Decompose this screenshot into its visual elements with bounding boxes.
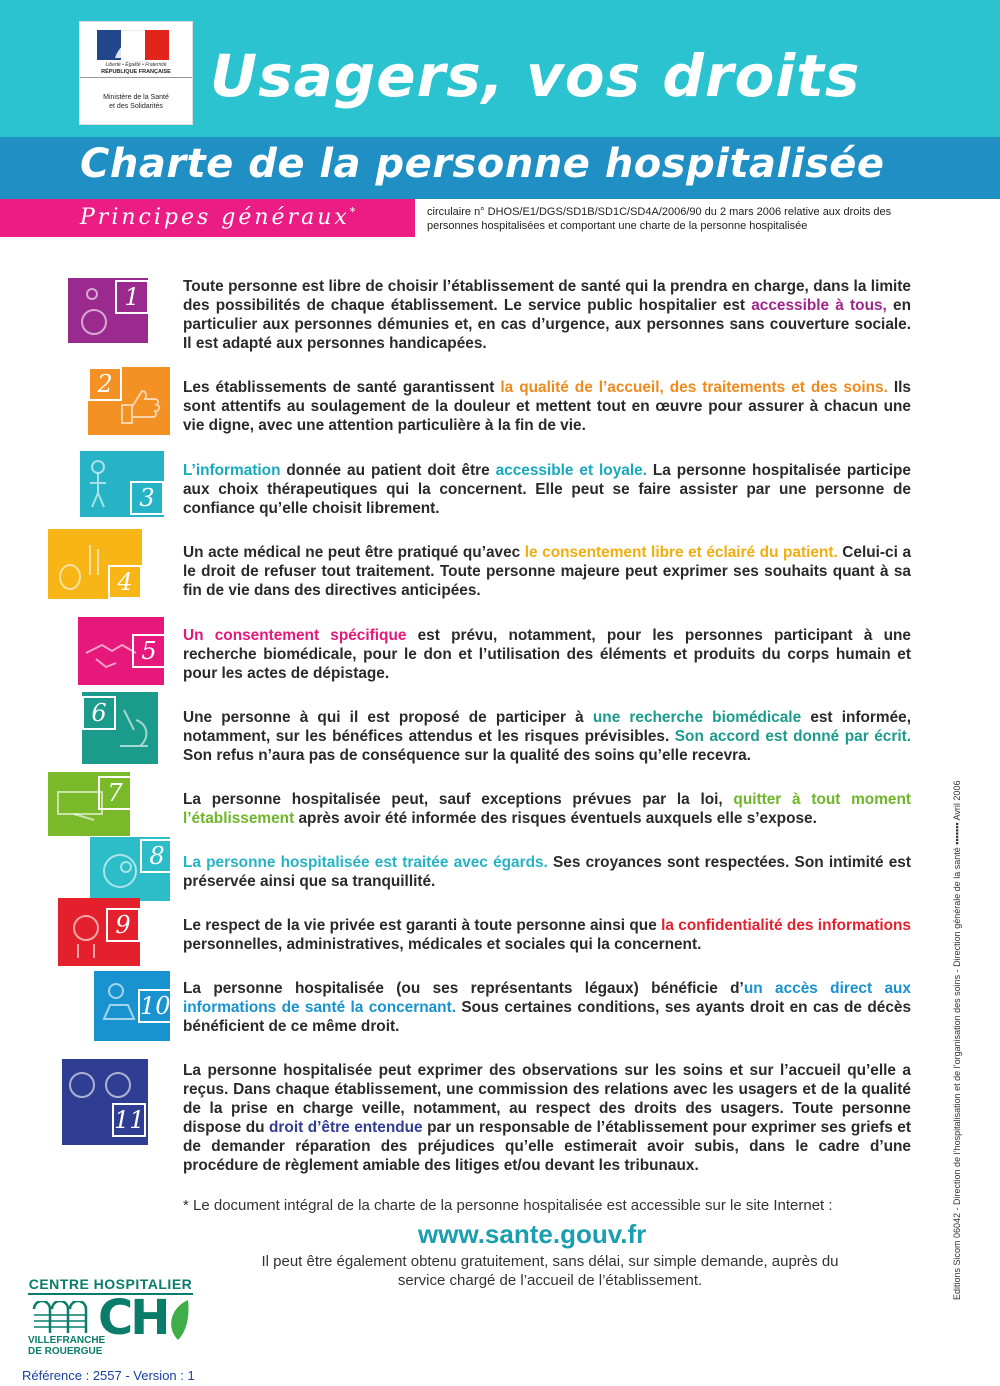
article-10-text xyxy=(183,979,911,1036)
body-text: Ils sont attentifs au soulagement de la douleur et mettent tout en œuvre pour assurer à chacun une vie digne, avec une attention particulière à la fin de vie. xyxy=(183,379,911,434)
article-1-text xyxy=(183,277,911,353)
body-text: Une personne à qui il est proposé de participer à xyxy=(183,709,593,726)
article-5-text xyxy=(183,626,911,683)
handshake-icon xyxy=(82,629,138,675)
highlight-text: droit d’être entendue xyxy=(269,1119,423,1136)
principles-heading xyxy=(80,205,355,230)
reference-label: Référence : 2557 - Version : 1 xyxy=(22,1368,195,1383)
tile-number: 8 xyxy=(140,839,174,873)
article-9-text xyxy=(183,916,911,954)
body-text: Toute personne est libre de choisir l’établissement de santé qui la prendra en charge, dans la limite des possibilités de chaque établissement. Le service public hospitalier est xyxy=(183,278,911,314)
whisper-face-icon xyxy=(64,908,112,962)
obtain-note: Il peut être également obtenu gratuitement, sans délai, sur simple demande, auprès du service chargé de l’accueil de l’établissement. xyxy=(261,1253,839,1289)
body-text: après avoir été informée des risques éventuels auxquels elle s’expose. xyxy=(294,810,817,827)
body-text: personnelles, administratives, médicales et sociales qui la concernent. xyxy=(183,936,702,953)
ministry-line2: et des Solidarités xyxy=(109,103,163,110)
tile-2 xyxy=(88,367,170,435)
article-11-text xyxy=(183,1061,911,1175)
highlight-text: La personne hospitalisée est traitée avec égards. xyxy=(183,854,548,871)
body-text: Le respect de la vie privée est garanti à toute personne ainsi que xyxy=(183,917,662,934)
highlight-text: la confidentialité des informations xyxy=(661,917,911,934)
body-text: Celui-ci a le droit de refuser tout traitement. Toute personne majeure peut exprimer ses souhaits quant à sa fin de vie dans des directives anticipées. xyxy=(183,544,912,599)
tile-8 xyxy=(90,837,170,901)
tile-number: 10 xyxy=(138,989,172,1023)
article-6-text xyxy=(183,708,911,765)
tile-number: 2 xyxy=(88,367,122,401)
highlight-text: accessible et loyale. xyxy=(495,462,647,479)
article-8-text xyxy=(183,853,911,891)
highlight-text: la qualité de l’accueil, des traitements et des soins. xyxy=(500,379,888,396)
article-7-text xyxy=(183,790,911,828)
motto: Liberté • Égalité • Fraternité xyxy=(105,62,167,68)
highlight-text: un accès direct aux informations de santé la concernant. xyxy=(183,980,911,1016)
page-title: Usagers, vos droits xyxy=(210,42,861,110)
hospital-city2: DE ROUERGUE xyxy=(28,1346,103,1357)
body-text: La personne hospitalisée (ou ses représentants légaux) bénéficie d’ xyxy=(183,980,744,997)
tile-number: 4 xyxy=(108,565,142,599)
hand-signal-icon xyxy=(54,537,114,593)
body-text: par un responsable de l’établissement pour exprimer ses griefs et de demander réparation des préjudices qu’elle estimerait avoir subis, dans le cadre d’une procédure de règlement amiable des litiges et/ou devant les tribunaux. xyxy=(183,1119,911,1174)
article-3-text xyxy=(183,461,911,518)
tile-11 xyxy=(62,1059,148,1145)
body-text: La personne hospitalisée peut exprimer des observations sur les soins et sur l’accueil qu’elle a reçus. Dans chaque établissement, une commission des relations avec les usagers et de la qualité de la prise en charge veille, notamment, au respect des droits des usagers. Toute personne dispose du xyxy=(183,1062,911,1136)
tile-number: 11 xyxy=(112,1103,146,1137)
hospital-city1: VILLEFRANCHE xyxy=(28,1335,106,1346)
tile-number: 6 xyxy=(82,696,116,730)
circulaire-reference: circulaire n° DHOS/E1/DGS/SD1B/SD1C/SD4A/2006/90 du 2 mars 2006 relative aux droits des personnes hospitalisées et comportant une charte de la personne hospitalisée xyxy=(427,206,892,232)
logo-divider xyxy=(80,77,192,78)
tile-number: 5 xyxy=(132,634,166,668)
highlight-text: Son accord est donné par écrit. xyxy=(674,728,911,745)
body-text: donnée au patient doit être xyxy=(280,462,496,479)
tile-number: 1 xyxy=(115,280,149,314)
body-text: La personne hospitalisée peut, sauf exceptions prévues par la loi, xyxy=(183,791,734,808)
tile-9 xyxy=(58,898,140,966)
body-text: Ses croyances sont respectées. Son intimité est préservée ainsi que sa tranquillité. xyxy=(183,854,911,890)
website-link[interactable]: www.sante.gouv.fr xyxy=(418,1219,647,1249)
body-text: La personne hospitalisée participe aux choix thérapeutiques qui la concernent. Elle peut se faire assister par une personne de confiance qu’elle choisit librement. xyxy=(183,462,911,517)
body-text: Sous certaines conditions, ses ayants droit en cas de décès bénéficient de ce même droit. xyxy=(183,999,911,1035)
building-icon xyxy=(30,1301,90,1335)
ministry-logo xyxy=(80,22,192,124)
tile-5 xyxy=(78,617,164,685)
people-talking-icon xyxy=(84,457,134,513)
tile-6 xyxy=(82,692,158,764)
tile-number: 3 xyxy=(130,481,164,515)
body-text: Les établissements de santé garantissent xyxy=(183,379,501,396)
hospital-logo-title: CENTRE HOSPITALIER xyxy=(28,1276,193,1292)
tile-number: 7 xyxy=(98,776,132,810)
principles-footnote-mark: * xyxy=(349,205,356,219)
hospital-monogram: CH xyxy=(98,1290,168,1346)
highlight-text: le consentement libre et éclairé du patient. xyxy=(524,544,838,561)
tile-7 xyxy=(48,772,130,836)
tile-number: 9 xyxy=(106,908,140,942)
article-2-text xyxy=(183,378,911,435)
body-text: est informée, notamment, sur les bénéfices attendus et les risques prévisibles. xyxy=(183,709,912,745)
republic-label: RÉPUBLIQUE FRANÇAISE xyxy=(101,69,171,75)
tile-4 xyxy=(48,529,142,599)
body-text: Un acte médical ne peut être pratiqué qu’avec xyxy=(183,544,525,561)
tile-1 xyxy=(68,278,148,343)
highlight-text: accessible à tous, xyxy=(751,297,887,314)
body-text: en particulier aux personnes démunies et, en cas d’urgence, aux personnes sans couverture sociale. Il est adapté aux personnes handicapées. xyxy=(183,297,911,352)
principles-label: Principes généraux xyxy=(80,205,350,230)
article-4-text xyxy=(183,543,911,600)
highlight-text: quitter à tout moment l’établissement xyxy=(183,791,911,827)
highlight-text: une recherche biomédicale xyxy=(592,709,802,726)
highlight-text: Un consentement spécifique xyxy=(183,627,407,644)
body-text: est prévu, notamment, pour les personnes participant à une recherche biomédicale, pour le don et l’utilisation des éléments et produits du corps humain et pour les actes de dépistage. xyxy=(183,627,911,682)
edition-credit-text: Editions Sicom 06042 - Direction de l’hospitalisation et de l’organisation des soins - Direction générale de la santé ▪▪▪▪▪▪▪ Avril 2006 xyxy=(952,780,962,1300)
tile-10 xyxy=(94,971,170,1041)
body-text: Son refus n’aura pas de conséquence sur la qualité des soins qu’elle recevra. xyxy=(183,747,751,764)
page-subtitle: Charte de la personne hospitalisée xyxy=(80,141,885,187)
edition-credit xyxy=(948,740,968,1300)
reading-person-icon xyxy=(98,979,142,1035)
footnote: * Le document intégral de la charte de la personne hospitalisée est accessible sur le site Internet : xyxy=(183,1197,833,1214)
microscope-icon xyxy=(110,706,154,760)
highlight-text: L’information xyxy=(183,462,281,479)
hospital-logo xyxy=(28,1276,193,1360)
tile-3 xyxy=(80,451,164,517)
ministry-line1: Ministère de la Santé xyxy=(103,94,169,101)
thumbs-up-icon xyxy=(116,381,164,429)
marianne-icon xyxy=(97,30,169,60)
leaf-icon xyxy=(164,1298,192,1342)
